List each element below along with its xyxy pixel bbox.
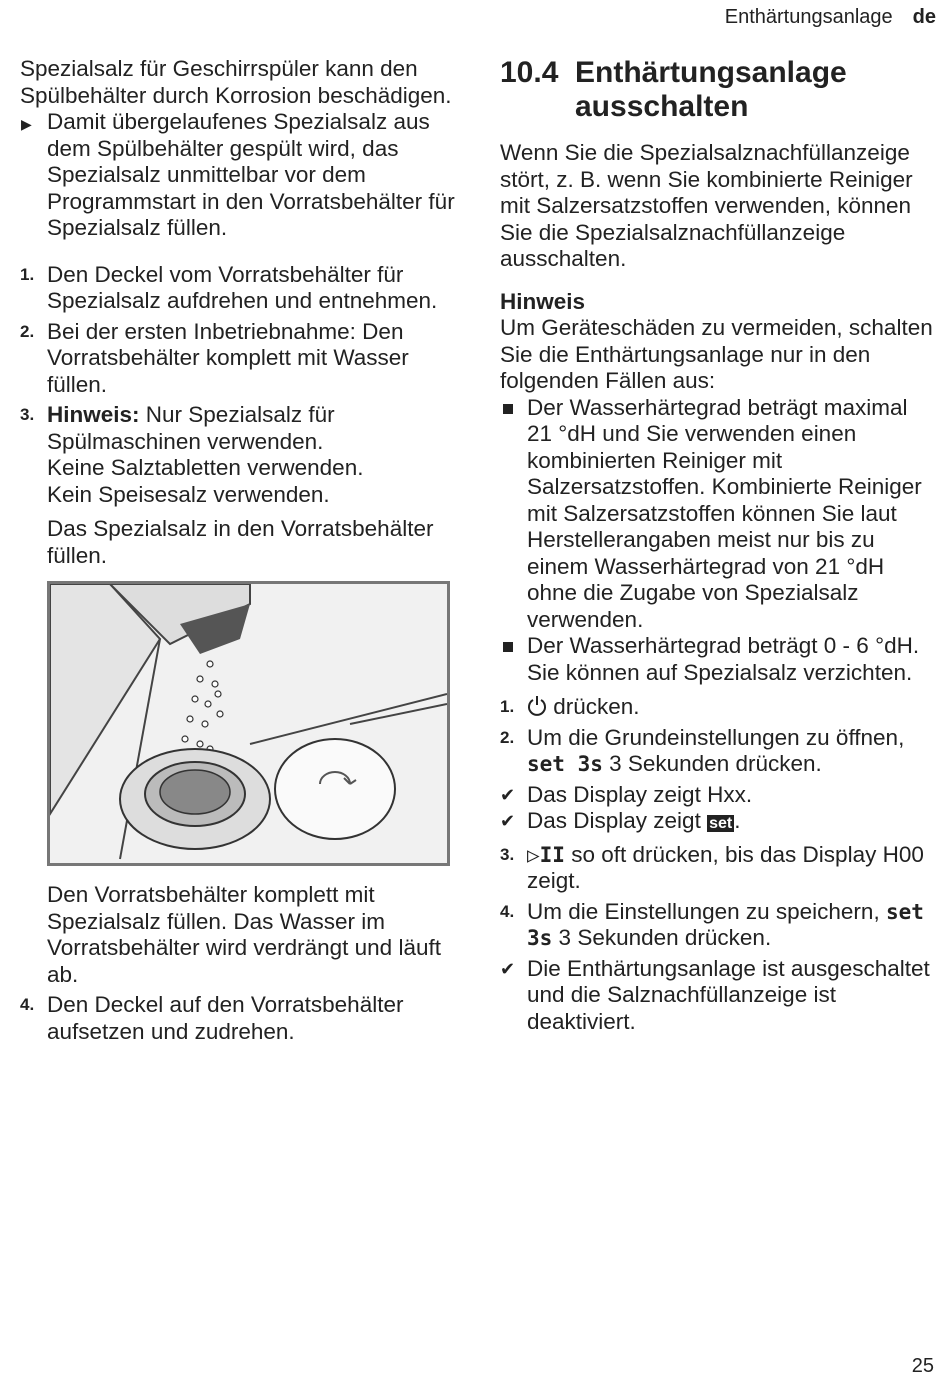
setting-step-1 <box>500 694 935 721</box>
step-line: Kein Speisesalz verwenden. <box>47 481 330 507</box>
step-number: 2. <box>20 321 35 341</box>
step-text: Nur Spezialsalz für Spülmaschinen verwenden. <box>47 402 335 454</box>
step-number: 1. <box>20 264 35 284</box>
step-text: Den Deckel auf den Vorratsbehälter aufsetzen und zudrehen. <box>47 992 404 1044</box>
note-title: Hinweis <box>500 288 586 314</box>
check-icon: ✔ <box>500 958 516 979</box>
step-number: 2. <box>500 727 515 747</box>
section-title: Enthärtungsanlage <box>724 6 893 28</box>
bullet-item <box>500 633 935 686</box>
result-text-end: . <box>734 808 741 833</box>
step-text: Um die Einstellungen zu speichern, <box>527 898 886 924</box>
step-text: Den Deckel vom Vorratsbehälter für Spezialsalz aufdrehen und entnehmen. <box>47 261 438 313</box>
power-icon <box>527 695 547 717</box>
result-item <box>500 808 935 838</box>
set-3s-button-symbol: set 3s <box>527 899 924 950</box>
result-item <box>500 782 935 809</box>
step-number: 4. <box>20 995 35 1014</box>
heading-text: Enthärtungsanlage ausschalten <box>575 56 847 123</box>
step-text: drücken. <box>547 694 640 719</box>
action-item <box>20 109 460 242</box>
step-1 <box>20 262 460 315</box>
result-text: Das Display zeigt <box>527 808 708 833</box>
arrow-icon: ▶ <box>21 116 32 132</box>
salt-container-drawing <box>50 584 447 863</box>
salt-filling-illustration <box>47 581 450 866</box>
step-number: 4. <box>500 901 515 921</box>
step-text: so oft drücken, bis das Display H00 zeigt. <box>527 841 924 893</box>
step-2 <box>20 319 460 399</box>
section-heading <box>500 56 935 124</box>
step-number: 1. <box>500 697 515 716</box>
left-column <box>20 56 460 1045</box>
check-icon: ✔ <box>500 784 516 805</box>
language-code: de <box>912 6 936 28</box>
check-icon: ✔ <box>500 811 516 831</box>
square-bullet-icon <box>503 404 513 414</box>
set-display-symbol: set <box>709 815 733 832</box>
bullet-text: Der Wasserhärtegrad beträgt maximal 21 °dH und Sie verwenden einen kombinierten Reiniger mit Salzersatzstoffen. Kombinierte Reiniger mit Salzersatzstoffen können Sie laut Herstellerangaben meist nur bis zu einem Wasserhärtegrad von 21 °dH ohne die Zugabe von Spezialsalz verwenden. <box>527 394 922 632</box>
step-text-end: 3 Sekunden drücken. <box>602 751 822 776</box>
step-text: Um die Grundeinstellungen zu öffnen, <box>527 724 905 750</box>
square-bullet-icon <box>503 642 513 652</box>
warning-text: Spezialsalz für Geschirrspüler kann den Spülbehälter durch Korrosion beschädigen. <box>20 56 452 108</box>
step-4 <box>20 992 460 1045</box>
page-number: 25 <box>911 1355 934 1377</box>
note-text: Um Geräteschäden zu vermeiden, schalten Sie die Enthärtungsanlage nur in den folgenden Fällen aus: <box>500 315 933 393</box>
intro-text: Wenn Sie die Spezialsalznachfüllanzeige stört, z. B. wenn Sie kombinierte Reiniger mit Salzersatzstoffen verwenden, können Sie die Spezialsalznachfüllanzeige ausschalten. <box>500 140 913 271</box>
bullet-text: Der Wasserhärtegrad beträgt 0 - 6 °dH. Sie können auf Spezialsalz verzichten. <box>527 633 920 685</box>
step-line: Keine Salztabletten verwenden. <box>47 455 364 480</box>
step-3 <box>20 402 460 569</box>
result-text: Das Display zeigt Hxx. <box>527 781 753 807</box>
play-pause-icon: ▷II <box>527 842 565 867</box>
step-text: Bei der ersten Inbetriebnahme: Den Vorratsbehälter komplett mit Wasser füllen. <box>47 318 409 397</box>
running-header <box>725 6 936 29</box>
result-text: Die Enthärtungsanlage ist ausgeschaltet und die Salznachfüllanzeige ist deaktiviert. <box>527 955 930 1034</box>
step-number: 3. <box>20 405 35 424</box>
setting-step-3 <box>500 842 935 895</box>
step-number: 3. <box>500 844 515 864</box>
setting-step-2 <box>500 725 935 778</box>
step-subtext: Das Spezialsalz in den Vorratsbehälter füllen. <box>47 516 434 568</box>
right-column <box>500 56 935 1035</box>
after-image-text: Den Vorratsbehälter komplett mit Spezialsalz füllen. Das Wasser im Vorratsbehälter wird verdrängt und läuft ab. <box>47 882 441 987</box>
setting-step-4 <box>500 899 935 952</box>
bullet-item <box>500 395 935 634</box>
note-label: Hinweis: <box>47 402 140 427</box>
action-text: Damit übergelaufenes Spezialsalz aus dem Spülbehälter gespült wird, das Spezialsalz unmittelbar vor dem Programmstart in den Vorratsbehälter für Spezialsalz füllen. <box>47 109 455 240</box>
heading-number: 10.4 <box>500 56 559 89</box>
set-3s-button-symbol: set 3s <box>527 752 603 776</box>
result-item <box>500 956 935 1036</box>
step-text-end: 3 Sekunden drücken. <box>552 925 772 950</box>
